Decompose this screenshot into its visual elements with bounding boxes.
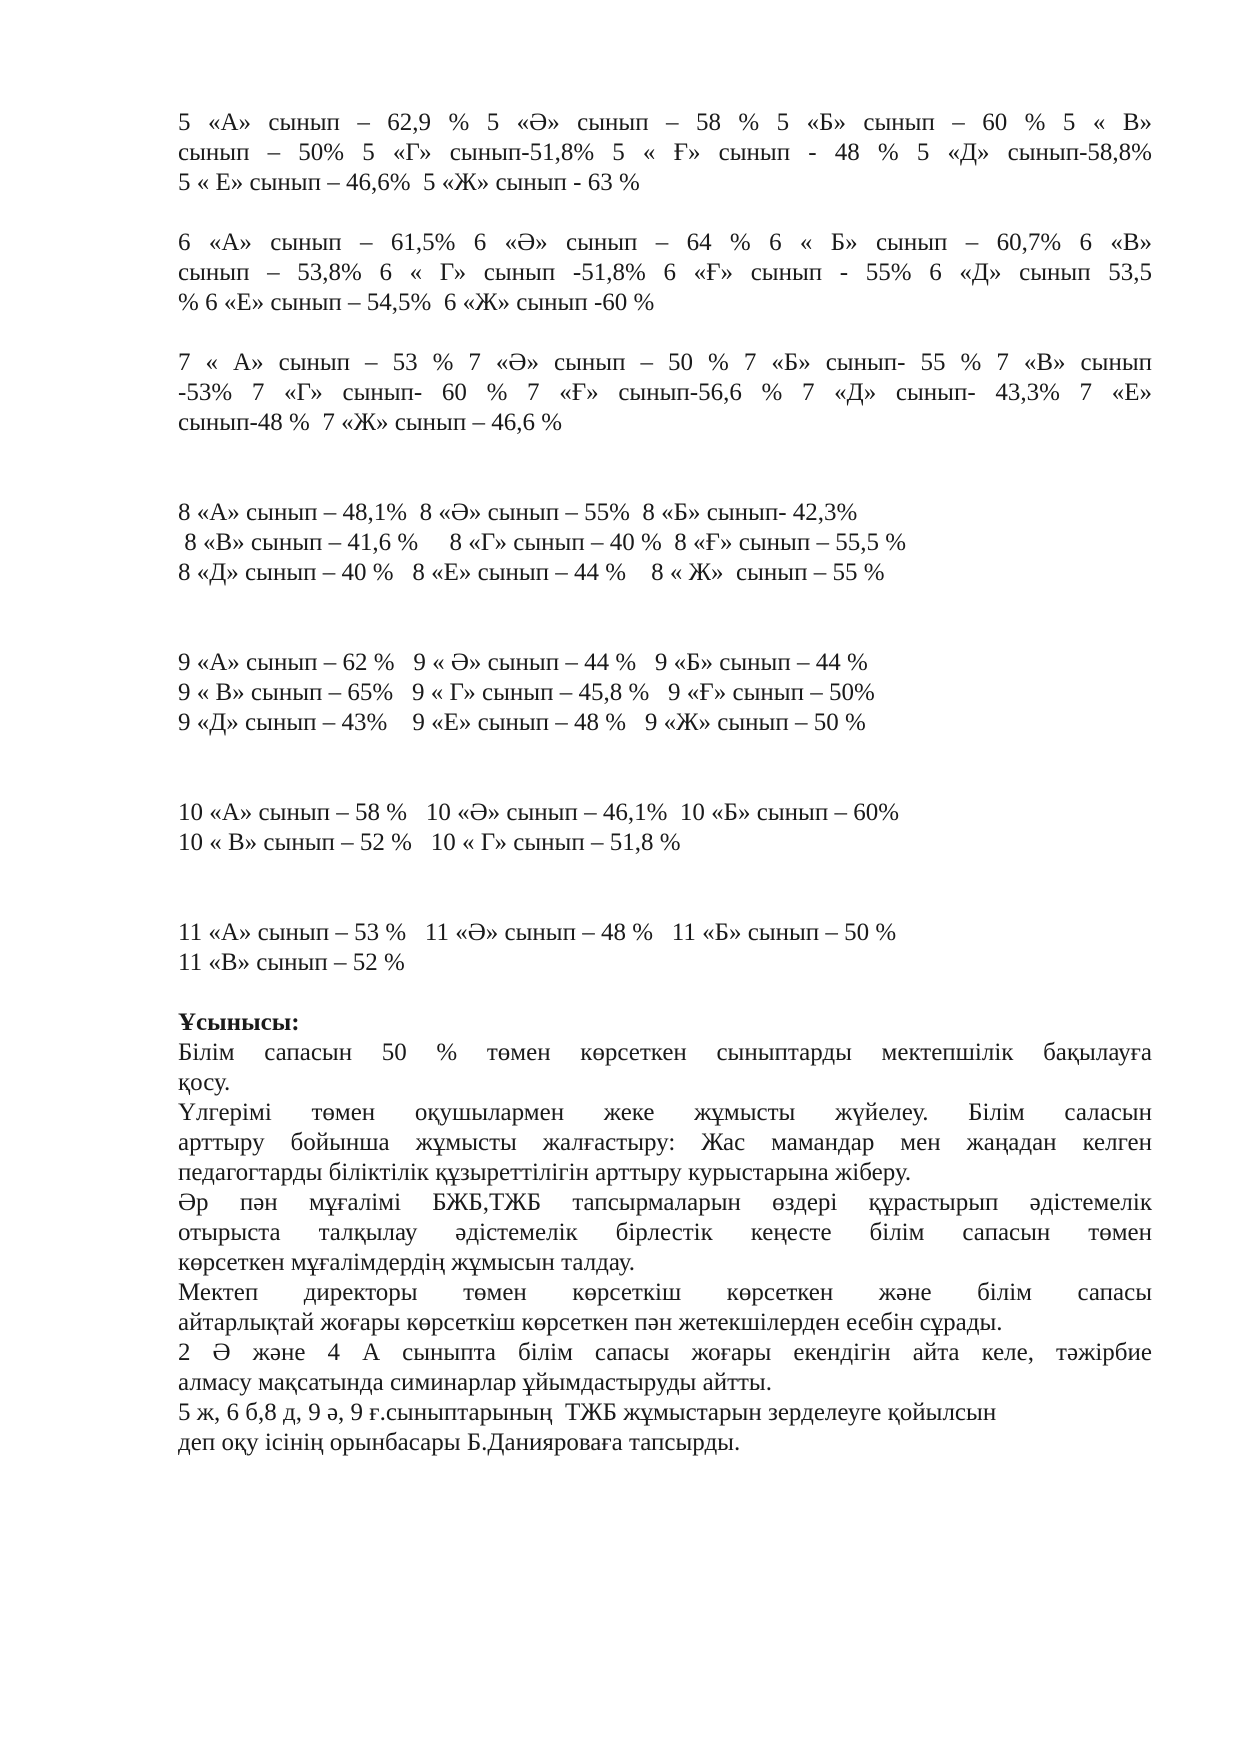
recommendation-line: отырыста талқылау әдістемелік бірлестік кеңесте білім сапасын төмен [178, 1219, 1152, 1246]
recommendation-line: педагогтарды біліктілік құзыреттілігін арттыру курыстарына жіберу. [178, 1159, 912, 1186]
recommendations-heading: Ұсынысы: [178, 1009, 300, 1036]
grade-7-line-1: 7 « А» сынып – 53 % 7 «Ә» сынып – 50 % 7 «Б» сынып- 55 % 7 «В» сынып [178, 349, 1152, 376]
recommendation-line: көрсеткен мұғалімдердің жұмысын талдау. [178, 1249, 635, 1276]
recommendation-line: алмасу мақсатында симинарлар ұйымдастыруды айтты. [178, 1369, 772, 1396]
recommendation-line: арттыру бойынша жұмысты жалғастыру: Жас мамандар мен жаңадан келген [178, 1129, 1152, 1156]
grade-7-line-3: сынып-48 % 7 «Ж» сынып – 46,6 % [178, 409, 563, 436]
grade-6-line-2: сынып – 53,8% 6 « Г» сынып -51,8% 6 «Ғ» сынып - 55% 6 «Д» сынып 53,5 [178, 259, 1152, 286]
grade-10-line-2: 10 « В» сынып – 52 % 10 « Г» сынып – 51,8 % [178, 829, 681, 856]
grade-5-line-1: 5 «А» сынып – 62,9 % 5 «Ә» сынып – 58 % 5 «Б» сынып – 60 % 5 « В» [178, 109, 1152, 136]
grade-8-line-3: 8 «Д» сынып – 40 % 8 «Е» сынып – 44 % 8 « Ж» сынып – 55 % [178, 559, 885, 586]
grade-6-line-1: 6 «А» сынып – 61,5% 6 «Ә» сынып – 64 % 6 « Б» сынып – 60,7% 6 «В» [178, 229, 1152, 256]
recommendation-line: 2 Ә және 4 А сыныпта білім сапасы жоғары екендігін айта келе, тәжірбие [178, 1339, 1152, 1366]
recommendation-line: Үлгерімі төмен оқушылармен жеке жұмысты жүйелеу. Білім саласын [178, 1099, 1152, 1126]
grade-11-line-1: 11 «А» сынып – 53 % 11 «Ә» сынып – 48 % 11 «Б» сынып – 50 % [178, 919, 897, 946]
grade-6-line-3: % 6 «Е» сынып – 54,5% 6 «Ж» сынып -60 % [178, 289, 655, 316]
recommendation-line: Мектеп директоры төмен көрсеткіш көрсеткен және білім сапасы [178, 1279, 1152, 1306]
recommendation-line: айтарлықтай жоғары көрсеткіш көрсеткен пән жетекшілерден есебін сұрады. [178, 1309, 1003, 1336]
recommendation-line: 5 ж, 6 б,8 д, 9 ә, 9 ғ.сыныптарының ТЖБ жұмыстарын зерделеуге қойылсын [178, 1399, 997, 1426]
recommendation-line: қосу. [178, 1069, 231, 1096]
grade-9-line-2: 9 « В» сынып – 65% 9 « Г» сынып – 45,8 % 9 «Ғ» сынып – 50% [178, 679, 875, 706]
grade-9-line-1: 9 «А» сынып – 62 % 9 « Ә» сынып – 44 % 9 «Б» сынып – 44 % [178, 649, 868, 676]
grade-7-line-2: -53% 7 «Г» сынып- 60 % 7 «Ғ» сынып-56,6 % 7 «Д» сынып- 43,3% 7 «Е» [178, 379, 1152, 406]
grade-5-line-3: 5 « Е» сынып – 46,6% 5 «Ж» сынып - 63 % [178, 169, 640, 196]
grade-9-line-3: 9 «Д» сынып – 43% 9 «Е» сынып – 48 % 9 «Ж» сынып – 50 % [178, 709, 866, 736]
recommendation-line: Әр пән мұғалімі БЖБ,ТЖБ тапсырмаларын өздері құрастырып әдістемелік [178, 1189, 1152, 1216]
grade-10-line-1: 10 «А» сынып – 58 % 10 «Ә» сынып – 46,1% 10 «Б» сынып – 60% [178, 799, 900, 826]
grade-11-line-2: 11 «В» сынып – 52 % [178, 949, 405, 976]
grade-8-line-1: 8 «А» сынып – 48,1% 8 «Ә» сынып – 55% 8 «Б» сынып- 42,3% [178, 499, 858, 526]
recommendation-line: деп оқу ісінің орынбасары Б.Данияроваға тапсырды. [178, 1429, 741, 1456]
grade-8-line-2: 8 «В» сынып – 41,6 % 8 «Г» сынып – 40 % 8 «Ғ» сынып – 55,5 % [178, 529, 907, 556]
recommendation-line: Білім сапасын 50 % төмен көрсеткен сыныптарды мектепшілік бақылауға [178, 1039, 1152, 1066]
grade-5-line-2: сынып – 50% 5 «Г» сынып-51,8% 5 « Ғ» сынып - 48 % 5 «Д» сынып-58,8% [178, 139, 1152, 166]
